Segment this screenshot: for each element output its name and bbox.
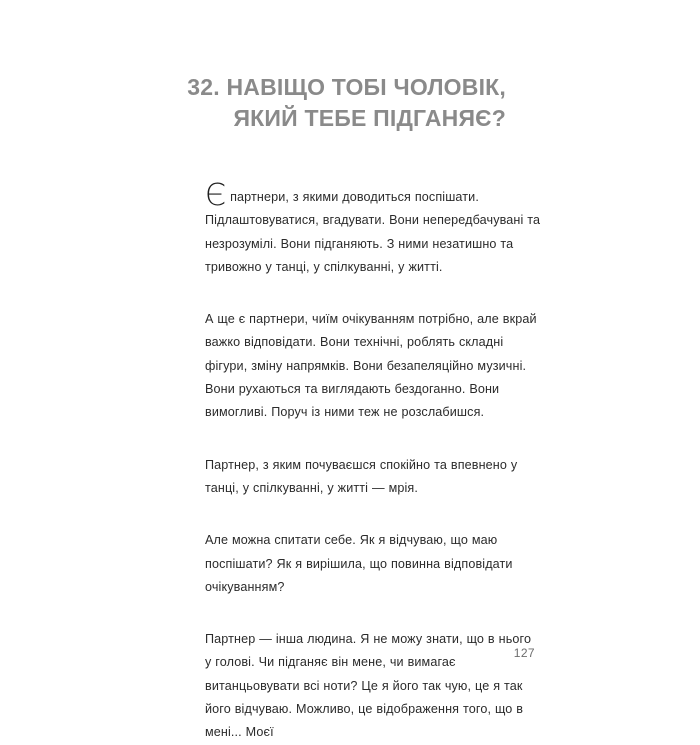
paragraph-5: Партнер — інша людина. Я не можу знати, що в нього у голові. Чи підганяє він мене, чи вимагає витанцьовувати всі ноти? Це я його так чую, це я так його відчуваю. Можливо, це відображення того, що в мені... Моєї [205, 632, 532, 740]
paragraph-1-text: партнери, з якими доводиться поспішати. Підлаштовуватися, вгадувати. Вони непередбачувані та незрозумілі. Вони підганяють. З ними незатишно та тривожно у танці, у спілкуванні, у житті. [205, 190, 541, 274]
chapter-title-line-1: 32. НАВІЩО ТОБІ ЧОЛОВІК, [187, 74, 506, 101]
page-number: 127 [513, 646, 535, 660]
page-title [120, 72, 506, 134]
paragraph-1 [205, 178, 541, 279]
paragraph-2: А ще є партнери, чиїм очікуванням потрібно, але вкрай важко відповідати. Вони технічні, роблять складні фігури, зміну напрямків. Вони безапеляційно музичні. Вони рухаються та виглядають бездоганно. Вони вимогливі. Поруч із ними теж не розслабишся. [205, 312, 537, 420]
paragraph-3: Партнер, з яким почуваєшся спокійно та впевнено у танці, у спілкуванні, у житті — мрія. [205, 457, 518, 495]
paragraph-4: Але можна спитати себе. Як я відчуваю, що маю поспішати? Як я вирішила, що повинна відповідати очікуванням? [205, 533, 513, 594]
drop-cap: Є [205, 178, 227, 213]
chapter-title-line-2: ЯКИЙ ТЕБЕ ПІДГАНЯЄ? [233, 105, 506, 132]
